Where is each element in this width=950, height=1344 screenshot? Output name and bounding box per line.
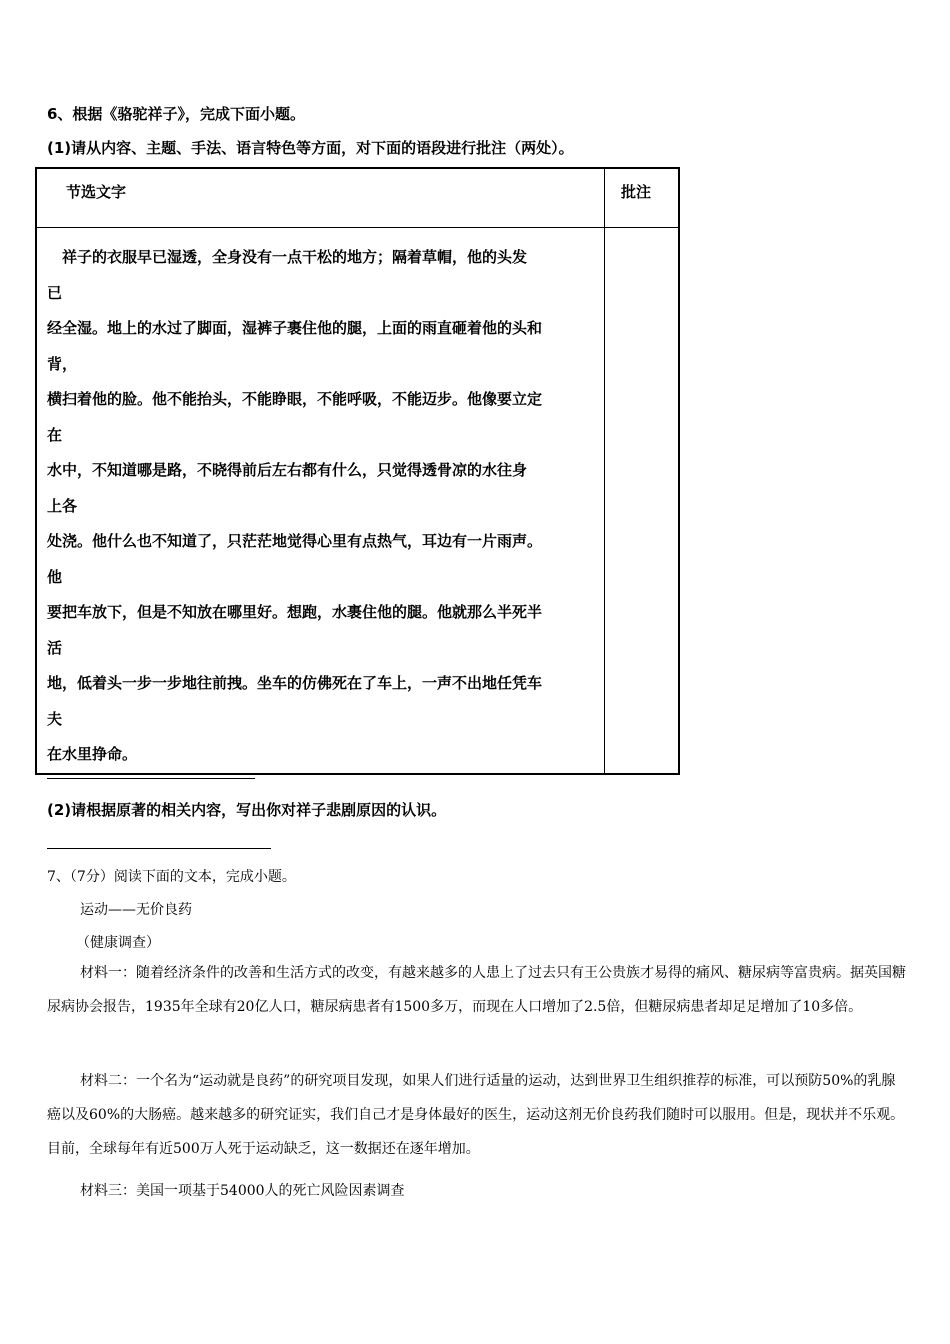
excerpt-line: 上各 xyxy=(47,496,78,515)
excerpt-line: 在 xyxy=(47,425,63,444)
article-title: 运动——无价良药 xyxy=(80,902,192,918)
excerpt-line: 要把车放下，但是不知放在哪里好。想跑，水裹住他的腿。他就那么半死半 xyxy=(47,603,543,621)
excerpt-line: 在水里挣命。 xyxy=(47,745,138,763)
excerpt-line: 经全湿。地上的水过了脚面，湿裤子裹住他的腿，上面的雨直砸着他的头和 xyxy=(47,319,543,337)
excerpt-line: 他 xyxy=(47,567,63,586)
annotation-header: 批注 xyxy=(605,168,680,228)
material-1: 材料一：随着经济条件的改善和生活方式的改变，有越来越多的人患上了过去只有王公贵族才易得的痛风、糖尿病等富贵病。据英国糖尿病协会报告，1935年全球有20亿人口，糖尿病患者有1500多万，而现在人口增加了2.5倍，但糖尿病患者却足足增加了10多倍。 xyxy=(47,965,906,1015)
excerpt-line: 已 xyxy=(47,283,63,302)
annotation-cell[interactable] xyxy=(605,228,680,774)
excerpt-line: 地，低着头一步一步地往前拽。坐车的仿佛死在了车上，一声不出地任凭车 xyxy=(47,674,543,692)
question-6-title: 6、根据《骆驼祥子》，完成下面小题。 xyxy=(47,105,305,123)
excerpt-line: 横扫着他的脸。他不能抬头，不能睁眼，不能呼吸，不能迈步。他像要立定 xyxy=(47,390,543,408)
material-2: 材料二：一个名为“运动就是良药”的研究项目发现，如果人们进行适量的运动，达到世界卫生组织推荐的标准，可以预防50%的乳腺癌以及60%的大肠癌。越来越多的研究证实，我们自己才是身体最好的医生，运动这剂无价良药我们随时可以服用。但是，现状并不乐观。目前，全球每年有近500万人死于运动缺乏，这一数据还在逐年增加。 xyxy=(47,1073,905,1157)
excerpt-line: 处浇。他什么也不知道了，只茫茫地觉得心里有点热气，耳边有一片雨声。 xyxy=(47,532,543,550)
excerpt-line: 祥子的衣服早已湿透，全身没有一点干松的地方；隔着草帽，他的头发 xyxy=(47,248,528,266)
excerpt-line: 背， xyxy=(47,354,78,373)
excerpt-line: 水中，不知道哪是路，不晓得前后左右都有什么，只觉得透骨凉的水往身 xyxy=(47,461,528,479)
excerpt-header: 节选文字 xyxy=(36,168,605,228)
annotation-table xyxy=(35,167,680,775)
answer-blank-2[interactable] xyxy=(47,848,271,849)
question-7-title: 7、（7分）阅读下面的文本，完成小题。 xyxy=(47,869,296,885)
excerpt-line: 夫 xyxy=(47,709,63,728)
question-6-sub2: (2)请根据原著的相关内容，写出你对祥子悲剧原因的认识。 xyxy=(47,801,447,819)
article-subtitle: （健康调查） xyxy=(76,935,160,951)
question-6-sub1: (1)请从内容、主题、手法、语言特色等方面，对下面的语段进行批注（两处）。 xyxy=(47,139,574,157)
excerpt-cell xyxy=(36,228,605,774)
material-3: 材料三：美国一项基于54000人的死亡风险因素调查 xyxy=(80,1183,405,1199)
excerpt-line: 活 xyxy=(47,638,63,657)
answer-blank-1[interactable] xyxy=(47,778,255,779)
